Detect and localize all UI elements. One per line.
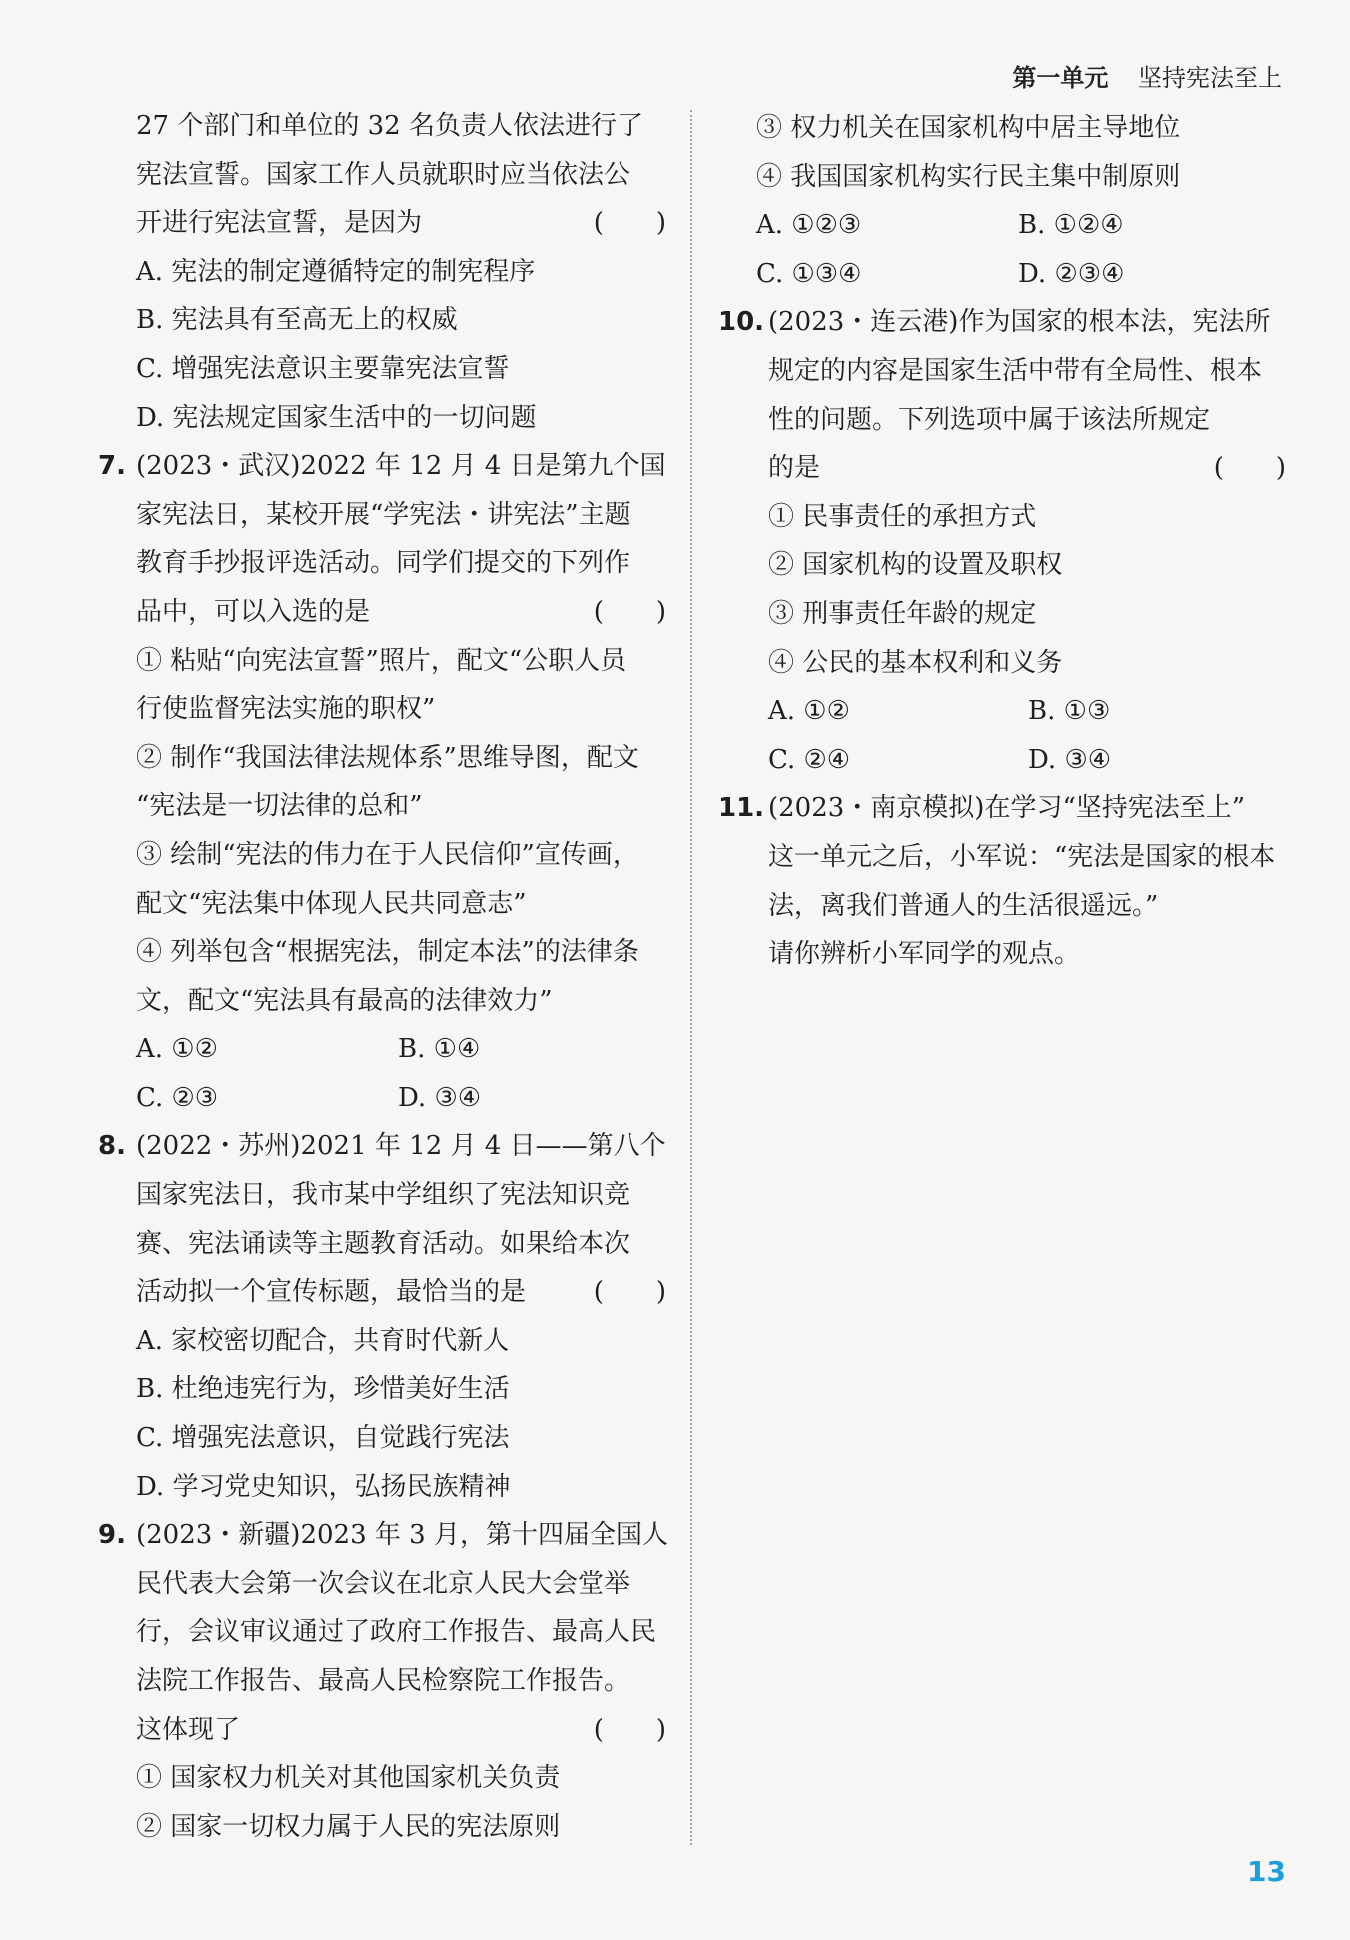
- q6-option-c: C. 增强宪法意识主要靠宪法宣誓: [136, 353, 510, 384]
- q6-stem-last: [98, 199, 668, 248]
- left-column: [98, 102, 668, 1851]
- q10-item: ③ 刑事责任年龄的规定: [768, 598, 1037, 629]
- q7-first-line: [98, 442, 668, 491]
- q10-line: 规定的内容是国家生活中带有全局性、根本: [768, 355, 1263, 386]
- q7-choices-row: [98, 1074, 668, 1123]
- q9-line: 民代表大会第一次会议在北京人民大会堂举: [136, 1568, 631, 1599]
- q10-item: ② 国家机构的设置及职权: [768, 550, 1063, 581]
- q10-number: 10.: [718, 307, 765, 338]
- q7-item: 文，配文“宪法具有最高的法律效力”: [136, 985, 553, 1016]
- q10-item: ④ 公民的基本权利和义务: [768, 647, 1063, 678]
- q7-line: 教育手抄报评选活动。同学们提交的下列作: [136, 548, 631, 579]
- answer-blank[interactable]: ( ): [593, 208, 666, 239]
- page-header: [1012, 58, 1282, 93]
- q10-choice-b: B. ①③: [1028, 696, 1111, 727]
- q11-first-text: (2023・南京模拟)在学习“坚持宪法至上”: [768, 793, 1246, 824]
- q8-line: 国家宪法日，我市某中学组织了宪法知识竞: [136, 1180, 631, 1211]
- q9-choice-d: D. ②③④: [1018, 258, 1125, 289]
- q7-choice-a: A. ①②: [136, 1034, 218, 1065]
- q7-number: 7.: [98, 451, 126, 482]
- q10-choices-row: [718, 687, 1288, 736]
- q9-choices-row: [718, 250, 1288, 299]
- q10-choice-d: D. ③④: [1028, 744, 1112, 775]
- answer-blank[interactable]: ( ): [1213, 453, 1286, 484]
- q6-line: 宪法宣誓。国家工作人员就职时应当依法公: [136, 159, 631, 190]
- q7-item: ① 粘贴“向宪法宣誓”照片，配文“公职人员: [136, 645, 627, 676]
- q10-item: ① 民事责任的承担方式: [768, 501, 1037, 532]
- page-number: 13: [1247, 1855, 1286, 1888]
- q9-item: ③ 权力机关在国家机构中居主导地位: [756, 113, 1181, 143]
- q6-stem-text: 开进行宪法宣誓，是因为: [136, 208, 423, 239]
- q8-stem-last: [98, 1268, 668, 1317]
- q10-stem-last: [718, 444, 1288, 493]
- q9-item: ② 国家一切权力属于人民的宪法原则: [136, 1811, 561, 1842]
- q11-first-line: [718, 784, 1288, 833]
- q7-item: 配文“宪法集中体现人民共同意志”: [136, 888, 527, 919]
- q6-option-a: A. 宪法的制定遵循特定的制宪程序: [136, 256, 536, 287]
- q7-stem-text: 品中，可以入选的是: [136, 596, 371, 627]
- q7-choices-row: [98, 1025, 668, 1074]
- q7-first-text: (2023・武汉)2022 年 12 月 4 日是第九个国: [136, 451, 666, 482]
- q7-item: ② 制作“我国法律法规体系”思维导图，配文: [136, 742, 639, 773]
- q10-choice-a: A. ①②: [768, 696, 850, 727]
- q9-choice-a: A. ①②③: [756, 210, 862, 241]
- q11-line: 请你辨析小军同学的观点。: [768, 939, 1081, 970]
- q10-choice-c: C. ②④: [768, 744, 851, 775]
- q6-option-d: D. 宪法规定国家生活中的一切问题: [136, 402, 537, 433]
- q7-choice-d: D. ③④: [398, 1082, 482, 1113]
- q8-first-line: [98, 1122, 668, 1171]
- q9-choice-b: B. ①②④: [1018, 210, 1124, 241]
- q8-stem-text: 活动拟一个宣传标题，最恰当的是: [136, 1277, 527, 1308]
- answer-blank[interactable]: ( ): [593, 1714, 666, 1745]
- q8-first-text: (2022・苏州)2021 年 12 月 4 日——第八个: [136, 1131, 666, 1162]
- q8-number: 8.: [98, 1131, 126, 1162]
- unit-label: 第一单元: [1012, 64, 1109, 92]
- q10-first-text: (2023・连云港)作为国家的根本法，宪法所: [768, 307, 1271, 338]
- q7-item: ③ 绘制“宪法的伟力在于人民信仰”宣传画，: [136, 839, 639, 870]
- unit-title: 坚持宪法至上: [1138, 64, 1282, 92]
- q7-stem-last: [98, 588, 668, 637]
- q11-line: 这一单元之后，小军说：“宪法是国家的根本: [768, 841, 1276, 872]
- q9-stem-text: 这体现了: [136, 1714, 241, 1745]
- q9-stem-last: [98, 1706, 668, 1755]
- q9-choice-c: C. ①③④: [756, 258, 862, 289]
- q9-choices-row: [718, 201, 1288, 250]
- q7-item: ④ 列举包含“根据宪法，制定本法”的法律条: [136, 937, 639, 968]
- q9-first-text: (2023・新疆)2023 年 3 月，第十四届全国人: [136, 1520, 668, 1551]
- answer-blank[interactable]: ( ): [593, 1277, 666, 1308]
- q7-choice-c: C. ②③: [136, 1082, 219, 1113]
- q10-stem-text: 的是: [768, 453, 821, 484]
- q9-number: 9.: [98, 1520, 126, 1551]
- q9-line: 行，会议审议通过了政府工作报告、最高人民: [136, 1617, 657, 1648]
- q6-line: 27 个部门和单位的 32 名负责人依法进行了: [136, 111, 643, 141]
- q10-first-line: [718, 298, 1288, 347]
- q8-option-b: B. 杜绝违宪行为，珍惜美好生活: [136, 1374, 510, 1405]
- answer-blank[interactable]: ( ): [593, 596, 666, 627]
- right-column: [718, 104, 1288, 979]
- q10-line: 性的问题。下列选项中属于该法所规定: [768, 404, 1211, 435]
- q7-line: 家宪法日，某校开展“学宪法・讲宪法”主题: [136, 499, 631, 530]
- q7-item: 行使监督宪法实施的职权”: [136, 694, 436, 725]
- q11-line: 法，离我们普通人的生活很遥远。”: [768, 890, 1159, 921]
- q8-option-a: A. 家校密切配合，共育时代新人: [136, 1325, 510, 1356]
- q6-option-b: B. 宪法具有至高无上的权威: [136, 305, 458, 336]
- q11-number: 11.: [718, 793, 765, 824]
- q9-first-line: [98, 1511, 668, 1560]
- q8-option-d: D. 学习党史知识，弘扬民族精神: [136, 1471, 511, 1502]
- q7-item: “宪法是一切法律的总和”: [136, 791, 423, 822]
- q8-option-c: C. 增强宪法意识，自觉践行宪法: [136, 1423, 510, 1454]
- q7-choice-b: B. ①④: [398, 1034, 481, 1065]
- q9-line: 法院工作报告、最高人民检察院工作报告。: [136, 1666, 631, 1696]
- q9-item: ① 国家权力机关对其他国家机关负责: [136, 1763, 561, 1794]
- q9-item: ④ 我国国家机构实行民主集中制原则: [756, 161, 1181, 192]
- q10-choices-row: [718, 736, 1288, 785]
- column-divider: [690, 110, 692, 1845]
- q8-line: 赛、宪法诵读等主题教育活动。如果给本次: [136, 1228, 631, 1259]
